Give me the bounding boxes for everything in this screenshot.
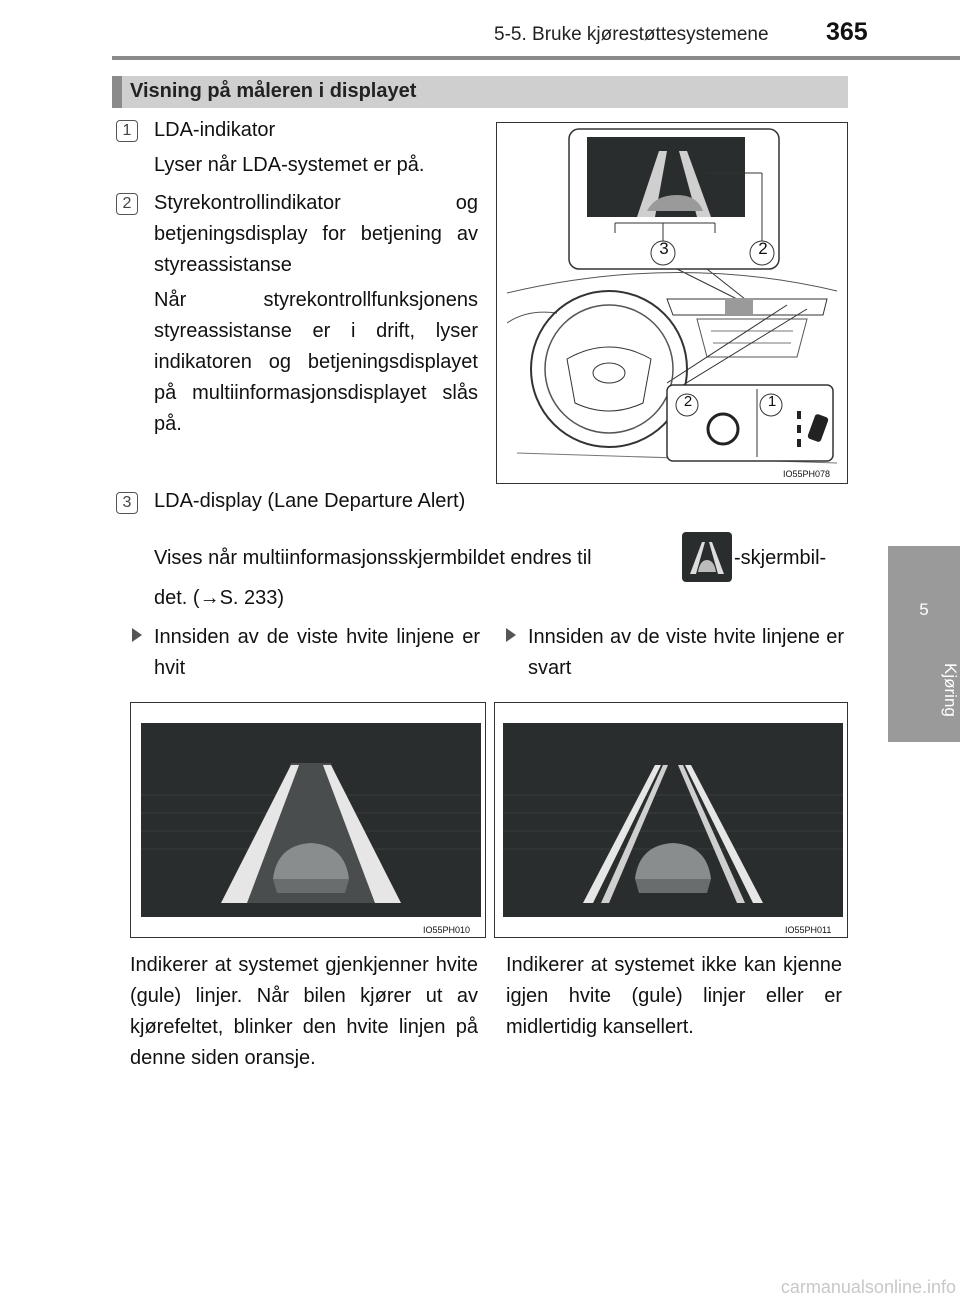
bullet-text: Innsiden av de viste hvite linjene er svart [528, 626, 844, 679]
watermark: carmanualsonline.info [780, 1277, 956, 1297]
lane-display-white-figure [130, 702, 486, 938]
section-header: 5-5. Bruke kjørestøttesystemene [494, 24, 769, 45]
figure-code: IO55PH010 [423, 925, 471, 935]
lane-display-white-screen [131, 703, 485, 937]
chapter-label: Kjøring [941, 663, 960, 717]
callout-2-inset: 2 [683, 393, 693, 410]
bullet-triangle-icon [132, 628, 142, 642]
item-number-badge: 3 [116, 492, 138, 514]
item-description: Vises når multiinformasjonsskjermbildet endres til [154, 547, 592, 569]
item-title: Styrekontrollindikator og betjeningsdisplay for betjening av styreassistanse [154, 192, 478, 276]
figure-caption: Indikerer at systemet gjenkjenner hvite (gule) linjer. Når bilen kjører ut av kjørefeltet, blinker den hvite linjen på denne siden oransje. [130, 954, 478, 1069]
figure-code: IO55PH078 [783, 469, 831, 479]
item-title: LDA-indikator [154, 119, 276, 141]
item-description: Når styrekontrollfunksjonens styreassistanse er i drift, lyser indikatoren og betjeningsdisplayet på multiinformasjonsdisplayet slås på. [154, 289, 478, 435]
ref-prefix: det. ( [154, 587, 200, 609]
callout-3: 3 [659, 239, 669, 258]
item-description-cont: -skjermbil- [734, 547, 827, 569]
page-reference[interactable]: S. 233) [219, 587, 285, 609]
bullet-text: Innsiden av de viste hvite linjene er hvit [154, 626, 480, 679]
ref-arrow-icon: → [199, 587, 220, 609]
lane-display-black-figure [494, 702, 848, 938]
dashboard-illustration [497, 123, 847, 483]
bullet-triangle-icon [506, 628, 516, 642]
callout-2: 2 [758, 239, 768, 258]
dashboard-figure [496, 122, 848, 484]
item-description: Lyser når LDA-systemet er på. [154, 154, 425, 176]
item-number-badge: 2 [116, 193, 138, 215]
item-number-badge: 1 [116, 120, 138, 142]
figure-code: IO55PH011 [785, 925, 832, 935]
item-title: LDA-display (Lane Departure Alert) [154, 490, 466, 512]
item-description-line2 [154, 583, 284, 614]
lda-screen-icon [682, 532, 732, 582]
callout-1-inset: 1 [767, 393, 777, 410]
chapter-number: 5 [919, 600, 929, 619]
header-rule [112, 56, 960, 60]
section-title: Visning på måleren i displayet [130, 80, 417, 102]
page-number: 365 [826, 18, 868, 46]
lane-display-black-screen [495, 703, 847, 937]
figure-caption: Indikerer at systemet ikke kan kjenne igjen hvite (gule) linjer eller er midlertidig kansellert. [506, 954, 842, 1038]
section-title-accent [112, 76, 122, 108]
